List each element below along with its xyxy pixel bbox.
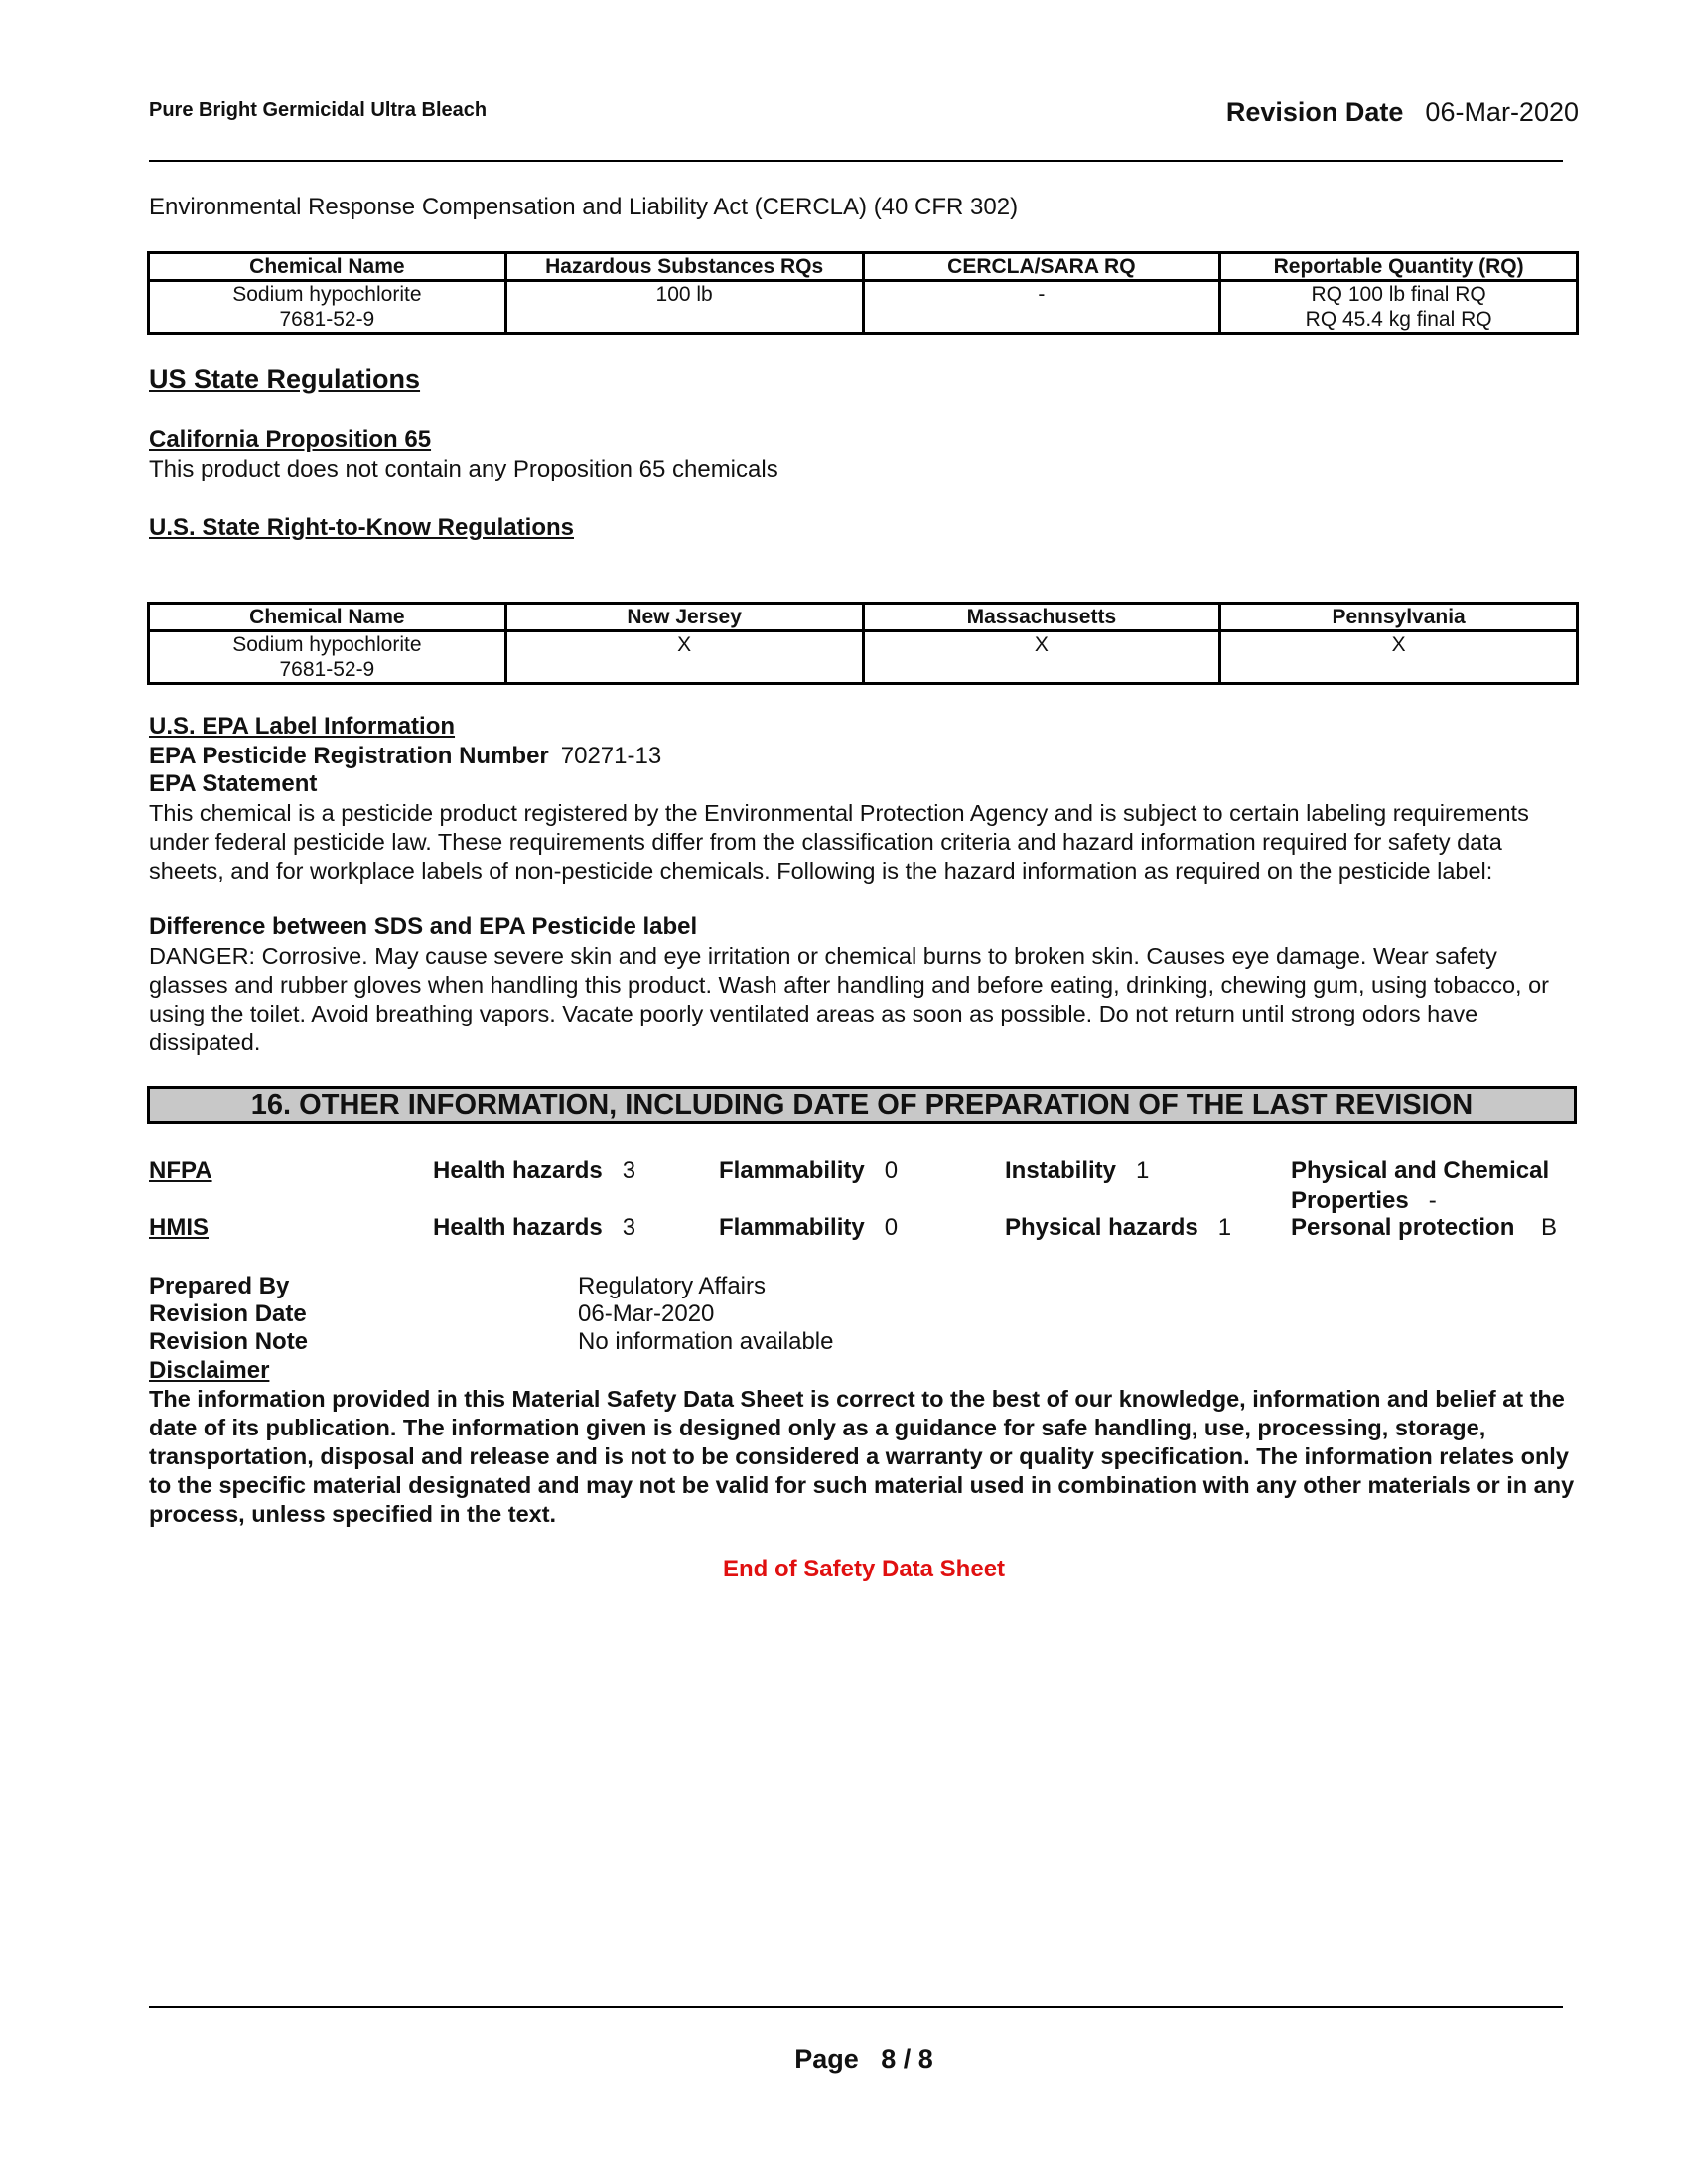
page-label: Page: [794, 2044, 859, 2074]
column-header: Reportable Quantity (RQ): [1220, 253, 1578, 281]
section-16-heading: 16. OTHER INFORMATION, INCLUDING DATE OF PREPARATION OF THE LAST REVISION: [147, 1086, 1577, 1124]
hmis-physical: [1005, 1214, 1231, 1242]
california-prop65-text: This product does not contain any Proposition 65 chemicals: [149, 456, 778, 482]
column-header: Massachusetts: [863, 604, 1220, 631]
hmis-flammability-value: 0: [884, 1214, 899, 1241]
nfpa-health: [433, 1158, 635, 1185]
page-value: 8 / 8: [881, 2044, 933, 2074]
massachusetts-cell: X: [863, 631, 1220, 684]
nfpa-label: NFPA: [149, 1158, 212, 1184]
page-number: [0, 2044, 1688, 2075]
column-header: Chemical Name: [149, 604, 506, 631]
cercla-table: [147, 251, 1579, 335]
california-prop65-heading: California Proposition 65: [149, 426, 432, 453]
cas-number: 7681-52-9: [279, 308, 375, 331]
epa-registration: [149, 743, 661, 770]
column-header: Hazardous Substances RQs: [505, 253, 863, 281]
hmis-protection-label: Personal protection: [1291, 1214, 1515, 1241]
hmis-health: [433, 1214, 635, 1242]
product-name: Pure Bright Germicidal Ultra Bleach: [149, 99, 488, 121]
header-divider: [149, 160, 1563, 162]
column-header: New Jersey: [505, 604, 863, 631]
epa-statement-label: EPA Statement: [149, 770, 318, 797]
revision-date-value-s16: 06-Mar-2020: [578, 1300, 715, 1327]
nfpa-instability-value: 1: [1136, 1158, 1150, 1184]
cercla-sara-rq-cell: -: [863, 281, 1220, 334]
hmis-health-label: Health hazards: [433, 1214, 603, 1241]
prepared-by-label: Prepared By: [149, 1273, 290, 1299]
rq-line: RQ 100 lb final RQ: [1311, 283, 1486, 306]
table-row: [149, 281, 1578, 334]
table-header-row: [149, 604, 1578, 631]
epa-label-heading: U.S. EPA Label Information: [149, 713, 456, 740]
nfpa-physical-chemical: [1291, 1158, 1549, 1215]
epa-statement-text: This chemical is a pesticide product registered by the Environmental Protection Agency and is subject to certain labeling requirements under federal pesticide law. These requirements differ from the classification criteria and hazard information required for safety data sheets, and for workplace labels of non-pesticide chemicals. Following is the hazard information as required on the pesticide label:: [149, 800, 1529, 884]
nfpa-health-label: Health hazards: [433, 1158, 603, 1184]
hmis-protection-value: B: [1541, 1214, 1558, 1241]
disclaimer-text: The information provided in this Material Safety Data Sheet is correct to the best of our knowledge, information and belief at the date of its publication. The information given is designed only as a guidance for safe handling, use, processing, storage, transportation, disposal and release and is not to be considered a warranty or quality specification. The information relates only to the specific material designated and may not be valid for such material used in combination with any other materials or in any process, unless specified in the text.: [149, 1386, 1575, 1527]
revision-note-value: No information available: [578, 1328, 834, 1355]
chemical-name: Sodium hypochlorite: [232, 283, 422, 306]
chemical-cell: [149, 631, 506, 684]
prepared-by-value: Regulatory Affairs: [578, 1273, 766, 1299]
cas-number: 7681-52-9: [279, 658, 375, 681]
header-revision: [1226, 97, 1579, 128]
epa-registration-value: 70271-13: [560, 743, 662, 769]
column-header: Pennsylvania: [1220, 604, 1578, 631]
footer-divider: [149, 2006, 1563, 2008]
epa-difference-text: DANGER: Corrosive. May cause severe skin and eye irritation or chemical burns to broken skin. Causes eye damage. Wear safety glasses and rubber gloves when handling this product. Wash after handling and before eating, drinking, chewing gum, using tobacco, or using the toilet. Avoid breathing vapors. Vacate poorly ventilated areas as soon as possible. Do not return until strong odors have dissipated.: [149, 943, 1549, 1055]
chemical-name: Sodium hypochlorite: [232, 633, 422, 656]
right-to-know-table: [147, 602, 1579, 685]
nfpa-physical-label-line1: Physical and Chemical: [1291, 1158, 1550, 1184]
chemical-cell: [149, 281, 506, 334]
revision-date-value: 06-Mar-2020: [1425, 97, 1579, 127]
nfpa-health-value: 3: [622, 1158, 636, 1184]
nfpa-physical-label-line2: Properties: [1291, 1187, 1409, 1214]
hmis-physical-value: 1: [1217, 1214, 1232, 1241]
column-header: Chemical Name: [149, 253, 506, 281]
pennsylvania-cell: X: [1220, 631, 1578, 684]
cercla-title: Environmental Response Compensation and Liability Act (CERCLA) (40 CFR 302): [149, 194, 1019, 220]
hmis-physical-label: Physical hazards: [1005, 1214, 1198, 1241]
hmis-label: HMIS: [149, 1214, 209, 1241]
hmis-personal-protection: [1291, 1214, 1557, 1242]
end-of-sds: End of Safety Data Sheet: [722, 1556, 1006, 1582]
nfpa-instability: [1005, 1158, 1149, 1185]
hmis-flammability-label: Flammability: [719, 1214, 865, 1241]
nfpa-flammability-label: Flammability: [719, 1158, 865, 1184]
revision-note-label: Revision Note: [149, 1328, 309, 1355]
hazardous-rq-cell: 100 lb: [505, 281, 863, 334]
new-jersey-cell: X: [505, 631, 863, 684]
revision-date-label-s16: Revision Date: [149, 1300, 307, 1327]
epa-difference-label: Difference between SDS and EPA Pesticide label: [149, 913, 698, 940]
nfpa-flammability-value: 0: [884, 1158, 899, 1184]
hmis-health-value: 3: [622, 1214, 636, 1241]
revision-date-label: Revision Date: [1225, 97, 1404, 127]
table-row: [149, 631, 1578, 684]
us-state-regulations-heading: US State Regulations: [149, 364, 421, 394]
hmis-flammability: [719, 1214, 898, 1242]
column-header: CERCLA/SARA RQ: [863, 253, 1220, 281]
nfpa-instability-label: Instability: [1005, 1158, 1117, 1184]
table-header-row: [149, 253, 1578, 281]
nfpa-flammability: [719, 1158, 898, 1185]
right-to-know-heading: U.S. State Right-to-Know Regulations: [149, 514, 574, 541]
epa-registration-label: EPA Pesticide Registration Number: [149, 743, 549, 769]
nfpa-physical-value: -: [1428, 1187, 1437, 1214]
reportable-quantity-cell: [1220, 281, 1578, 334]
disclaimer-heading: Disclaimer: [149, 1357, 270, 1384]
rq-line: RQ 45.4 kg final RQ: [1305, 308, 1492, 331]
